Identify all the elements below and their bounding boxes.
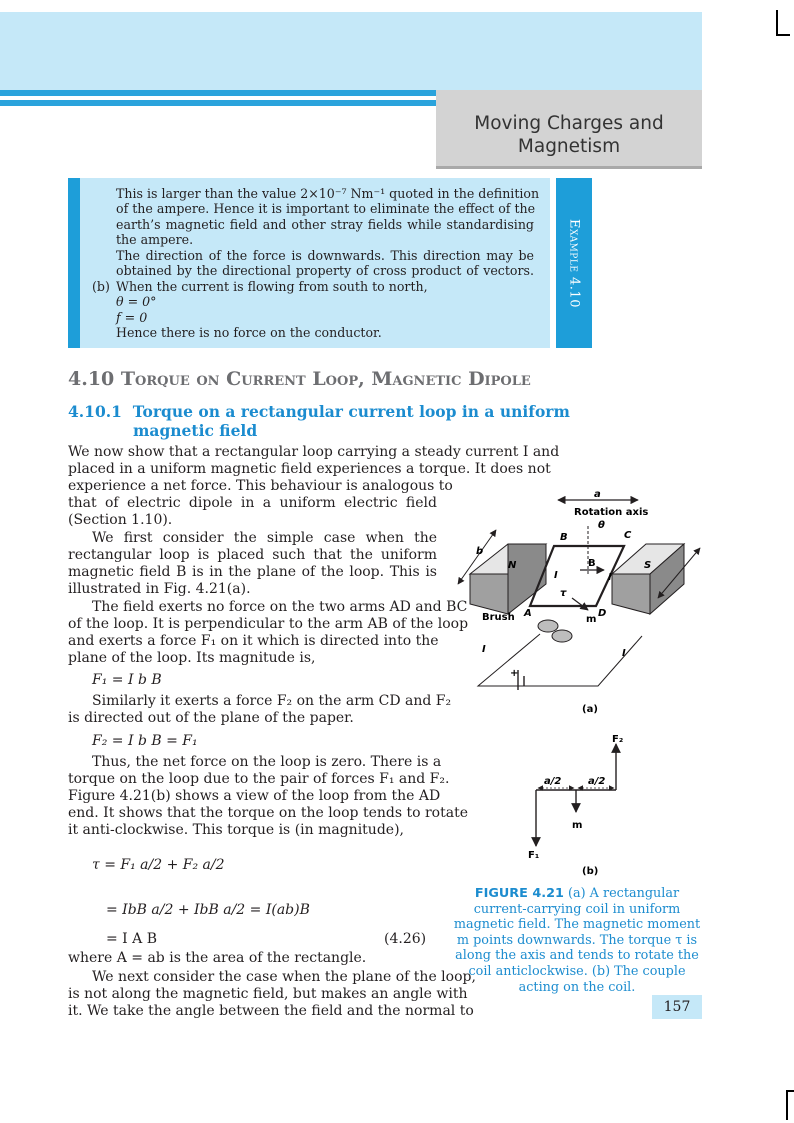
subsection-title: Torque on a rectangular current loop in a uniform [132, 402, 570, 421]
label-b: b [476, 546, 484, 557]
body-line: end. It shows that the torque on the loop tends to rotate [68, 805, 468, 821]
label-m: m [586, 614, 597, 625]
body-line: and exerts a force F₁ on it which is directed into the [68, 633, 439, 649]
body-line: of the loop. It is perpendicular to the arm AB of the loop [68, 616, 469, 632]
label-a-half: a/2 [588, 776, 606, 787]
crop-mark [786, 1090, 788, 1120]
figure-4-21a [448, 486, 710, 716]
body-line: plane of the loop. Its magnitude is, [68, 650, 316, 666]
example-line: Hence there is no force on the conductor. [116, 325, 382, 340]
crop-mark [786, 1090, 794, 1092]
body-line: The field exerts no force on the two arms AD and BC [92, 599, 468, 615]
body-line: rectangular loop is placed such that the uniform [68, 547, 437, 563]
label-vertex-d: D [598, 608, 607, 619]
moment-arrow [572, 598, 588, 610]
body-line: illustrated in Fig. 4.21(a). [68, 581, 251, 597]
label-theta: θ [598, 520, 605, 531]
equation: τ = F₁ a/2 + F₂ a/2 [92, 857, 225, 873]
subsection-title: magnetic field [133, 421, 258, 440]
panel-a-label: (a) [582, 704, 598, 715]
header-rule [0, 90, 436, 96]
body-line: torque on the loop due to the pair of forces F₁ and F₂. [68, 771, 450, 787]
label-a-half: a/2 [544, 776, 562, 787]
example-line: The direction of the force is downwards. This direction may be [116, 248, 534, 263]
example-strip [68, 178, 80, 348]
example-line: the ampere. [116, 232, 194, 247]
label-vertex-a: A [524, 608, 532, 619]
body-line: where A = ab is the area of the rectangle. [68, 950, 367, 966]
example-line: f = 0 [116, 310, 148, 325]
section-title: Torque on Current Loop, Magnetic Dipole [120, 368, 531, 390]
subsection-heading [68, 402, 570, 421]
body-line: is directed out of the plane of the paper. [68, 710, 354, 726]
section-heading [68, 368, 558, 390]
figure-caption [452, 886, 702, 995]
body-line: Similarly it exerts a force F₂ on the arm CD and F₂ [92, 693, 452, 709]
caption-text: (a) A rectangular current-carrying coil in uniform magnetic field. The magnetic moment m points downwards. The torque τ is along the axis and tends to rotate the coil anticlockwise. (b) The couple acting on the coil. [453, 886, 701, 995]
figure-4-21b [510, 730, 650, 880]
body-line: Thus, the net force on the loop is zero. There is a [92, 754, 442, 770]
label-m: m [572, 820, 583, 831]
body-line: is not along the magnetic field, but makes an angle with [68, 986, 468, 1002]
header-band [0, 12, 702, 90]
rotation-axis-label: Rotation axis [574, 507, 649, 518]
body-line: it. We take the angle between the field and the normal to [68, 1003, 474, 1019]
body-line: experience a net force. This behaviour is analogous to [68, 478, 453, 494]
label-vertex-b: B [560, 532, 568, 543]
equation-number: (4.26) [384, 931, 427, 947]
label-current: I [482, 644, 486, 655]
body-line: that of electric dipole in a uniform electric field [68, 495, 437, 511]
body-line: Figure 4.21(b) shows a view of the loop from the AD [68, 788, 441, 804]
example-item-label: (b) [92, 279, 110, 294]
slip-ring [552, 630, 572, 642]
example-tab-label: Example 4.10 [566, 218, 582, 308]
crop-mark [776, 34, 790, 36]
magnet-s-side [612, 574, 650, 614]
label-field-b: B [588, 558, 596, 569]
label-s: S [644, 560, 652, 571]
example-line: earth’s magnetic field and other stray fields while standardising [116, 217, 534, 232]
body-line: it anti-clockwise. This torque is (in magnitude), [68, 822, 404, 838]
label-f1: F₁ [528, 850, 540, 861]
label-vertex-c: C [624, 530, 632, 541]
equation: F₁ = I b B [92, 672, 162, 688]
label-tau: τ [560, 588, 567, 599]
body-line: We first consider the simple case when the [92, 530, 437, 546]
caption-label: FIGURE 4.21 [474, 886, 564, 901]
brush-label: Brush [482, 612, 515, 623]
magnet-n-side [470, 574, 508, 614]
example-line: of the ampere. Hence it is important to eliminate the effect of the [116, 201, 536, 216]
chapter-title [436, 112, 702, 158]
label-n: N [508, 560, 517, 571]
equation: = IbB a/2 + IbB a/2 = I(ab)B [106, 902, 310, 918]
equation: = I A B [106, 931, 158, 947]
label-current: I [608, 572, 612, 583]
chapter-title-line: Magnetism [517, 136, 621, 157]
label-f2: F₂ [612, 734, 624, 745]
body-line: (Section 1.10). [68, 512, 173, 528]
example-line: obtained by the directional property of cross product of vectors. [116, 263, 534, 278]
crop-mark [776, 10, 778, 36]
label-current: I [554, 570, 558, 581]
equation: F₂ = I b B = F₁ [92, 733, 198, 749]
subsection-number: 4.10.1 [68, 402, 122, 421]
example-line: This is larger than the value 2×10⁻⁷ Nm⁻¹ quoted in the definition [116, 186, 540, 201]
body-line: magnetic field B is in the plane of the loop. This is [68, 564, 437, 580]
label-a: a [594, 489, 601, 500]
body-line: We next consider the case when the plane of the loop, [92, 969, 476, 985]
label-current: I [622, 648, 626, 659]
example-line: θ = 0° [116, 294, 157, 309]
example-line: When the current is flowing from south to north, [116, 279, 428, 294]
body-line: We now show that a rectangular loop carrying a steady current I and [68, 444, 560, 460]
header-rule [0, 100, 436, 106]
page-number: 157 [652, 995, 702, 1019]
label-plus: + [510, 668, 519, 679]
body-line: placed in a uniform magnetic field experiences a torque. It does not [68, 461, 551, 477]
section-number: 4.10 [68, 368, 115, 390]
chapter-title-line: Moving Charges and [474, 113, 664, 134]
slip-ring [538, 620, 558, 632]
panel-b-label: (b) [582, 866, 599, 877]
